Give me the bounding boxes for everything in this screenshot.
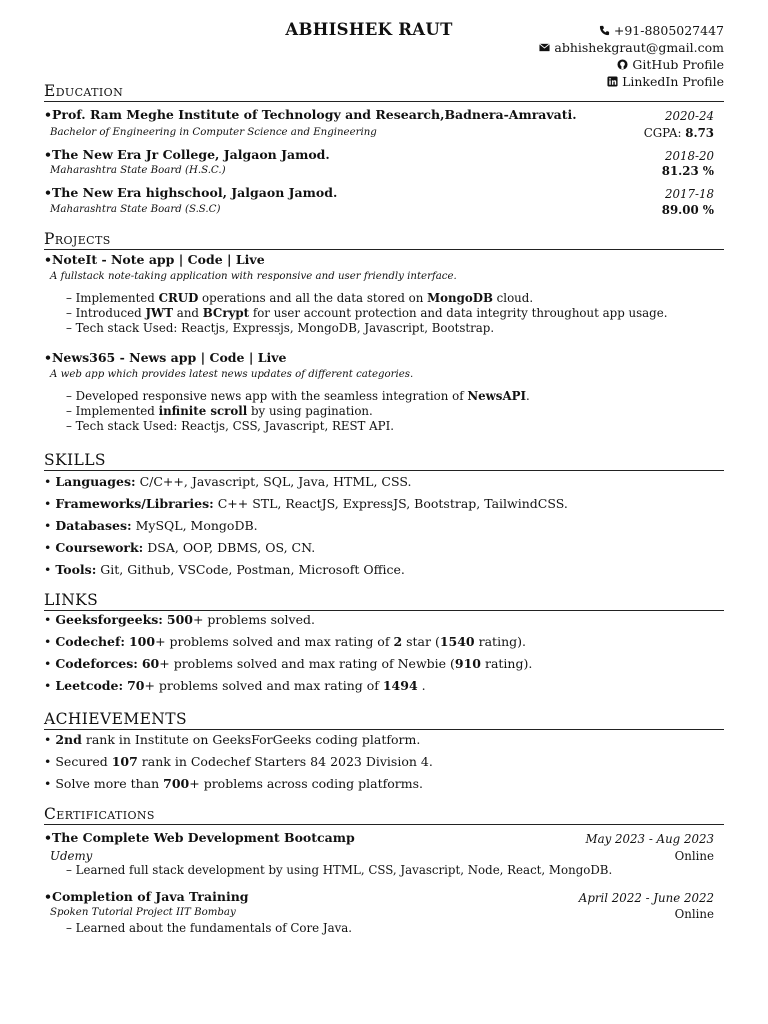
github-icon [617,59,628,70]
cert-2-mode: Online [674,907,714,921]
cert-2-title: •Completion of Java Training [44,889,249,904]
email-row [539,39,724,56]
cert-1-mode: Online [674,849,714,863]
skill-languages: • Languages: C/C++, Javascript, SQL, Java, HTML, CSS. [44,474,412,489]
section-achievements: ACHIEVEMENTS [44,710,724,730]
cert-2-dates: April 2022 - June 2022 [578,891,714,905]
contact-block [539,22,724,90]
achievement-2: • Secured 107 rank in Codechef Starters 84 2023 Division 4. [44,754,433,769]
link-leetcode: • Leetcode: 70+ problems solved and max rating of 1494 . [44,678,426,693]
project-2-desc: A web app which provides latest news updates of different categories. [50,369,414,380]
link-geeksforgeeks: • Geeksforgeeks: 500+ problems solved. [44,612,315,627]
link-codechef: • Codechef: 100+ problems solved and max rating of 2 star (1540 rating). [44,634,526,649]
edu-2-school: •The New Era Jr College, Jalgaon Jamod. [44,147,330,162]
project-2-title[interactable]: •News365 - News app | Code | Live [44,350,287,365]
cert-2-point: – Learned about the fundamentals of Core Java. [66,921,353,935]
edu-1-score: CGPA: 8.73 [643,126,714,140]
github-link[interactable]: GitHub Profile [632,57,724,72]
edu-3-school: •The New Era highschool, Jalgaon Jamod. [44,185,338,200]
link-codeforces: • Codeforces: 60+ problems solved and max rating of Newbie (910 rating). [44,656,533,671]
email-link[interactable]: abhishekgraut@gmail.com [554,40,724,55]
section-projects: Projects [44,230,724,250]
skill-coursework: • Coursework: DSA, OOP, DBMS, OS, CN. [44,540,316,555]
edu-3-degree: Maharashtra State Board (S.S.C) [50,204,221,215]
envelope-icon [539,42,550,53]
project-1-point-3: – Tech stack Used: Reactjs, Expressjs, MongoDB, Javascript, Bootstrap. [66,321,495,335]
skill-databases: • Databases: MySQL, MongoDB. [44,518,258,533]
cert-1-title: •The Complete Web Development Bootcamp [44,830,355,845]
edu-1-school: •Prof. Ram Meghe Institute of Technology and Research,Badnera-Amravati. [44,107,577,122]
section-links: LINKS [44,591,724,611]
section-skills: SKILLS [44,451,724,471]
cert-1-point: – Learned full stack development by using HTML, CSS, Javascript, Node, React, MongoDB. [66,863,613,877]
project-1-point-2: – Introduced JWT and BCrypt for user account protection and data integrity throughout app usage. [66,306,668,320]
candidate-name: ABHISHEK RAUT [285,20,453,39]
project-2-point-3: – Tech stack Used: Reactjs, CSS, Javascript, REST API. [66,419,395,433]
cert-2-org: Spoken Tutorial Project IIT Bombay [50,907,236,918]
skill-tools: • Tools: Git, Github, VSCode, Postman, Microsoft Office. [44,562,405,577]
skill-frameworks: • Frameworks/Libraries: C++ STL, ReactJS, ExpressJS, Bootstrap, TailwindCSS. [44,496,568,511]
phone-number[interactable]: +91-8805027447 [613,23,724,38]
edu-1-years: 2020-24 [664,109,714,123]
project-1-desc: A fullstack note-taking application with responsive and user friendly interface. [50,271,457,282]
phone-icon [599,25,610,36]
project-1-title[interactable]: •NoteIt - Note app | Code | Live [44,252,265,267]
github-row [539,56,724,73]
achievement-3: • Solve more than 700+ problems across coding platforms. [44,776,423,791]
edu-3-score: 89.00 % [661,203,714,217]
edu-2-years: 2018-20 [664,149,714,163]
project-2-point-1: – Developed responsive news app with the seamless integration of NewsAPI. [66,389,530,403]
section-certifications: Certifications [44,805,724,825]
edu-2-score: 81.23 % [661,164,714,178]
section-education: Education [44,82,724,102]
cert-1-dates: May 2023 - Aug 2023 [585,832,714,846]
linkedin-link[interactable]: LinkedIn Profile [622,74,724,89]
phone-row [539,22,724,39]
edu-2-degree: Maharashtra State Board (H.S.C.) [50,165,226,176]
cert-1-org: Udemy [50,849,93,863]
project-2-point-2: – Implemented infinite scroll by using pagination. [66,404,373,418]
resume-page [44,0,724,1024]
project-1-point-1: – Implemented CRUD operations and all the data stored on MongoDB cloud. [66,291,534,305]
edu-1-degree: Bachelor of Engineering in Computer Science and Engineering [50,127,377,138]
achievement-1: • 2nd rank in Institute on GeeksForGeeks coding platform. [44,732,421,747]
edu-3-years: 2017-18 [664,187,714,201]
